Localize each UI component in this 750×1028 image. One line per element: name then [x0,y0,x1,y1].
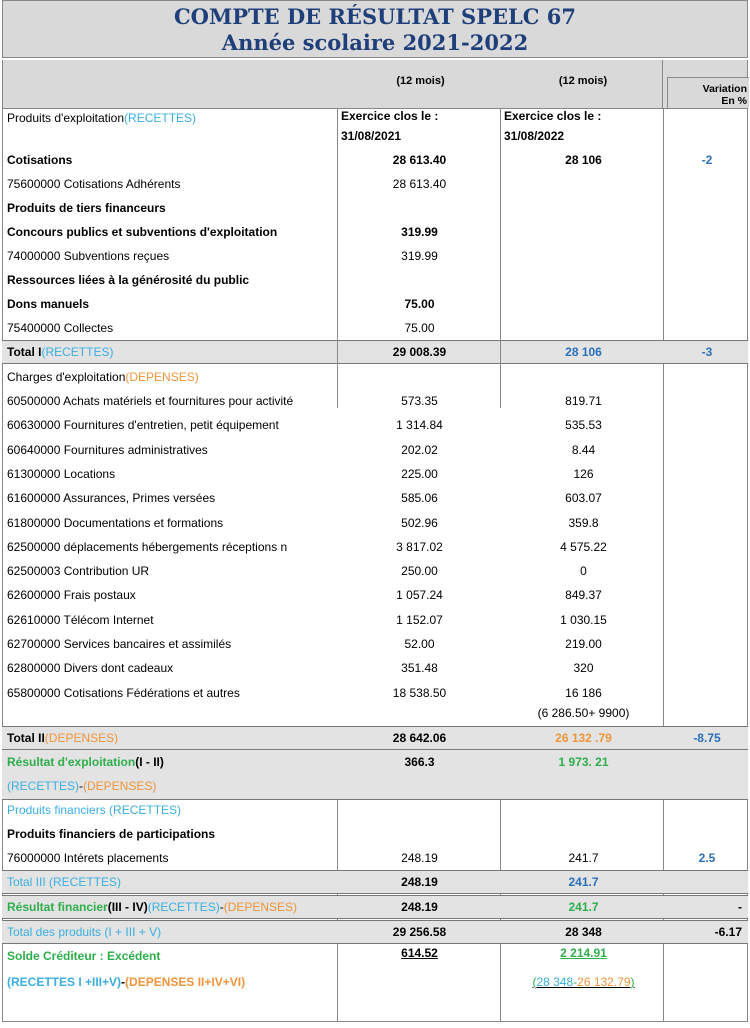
charge-a: 1 152.07 [396,613,443,627]
row-cotisations: Cotisations 28 613.40 28 106 -2 [7,153,713,167]
charge-label: 60640000 Fournitures administratives [7,443,208,457]
row-charge [2,656,748,680]
charge-b: 320 [573,661,594,675]
charge-b: 219.00 [565,637,602,651]
row-charge [2,559,748,583]
charge-a: 502.96 [401,516,438,530]
charge-a: 18 538.50 [392,686,447,700]
charge-label: 62500000 déplacements hébergements réceptions n [7,540,288,554]
row-produits-financiers-participations: Produits financiers de participations [7,827,216,841]
charge-b: 535.53 [565,418,602,432]
row-solde-crediteur: Solde Créditeur : Excédent 614.52 2 214.91 [7,946,607,963]
row-charges-exploitation: Charges d'exploitation (DEPENSES) [7,370,199,384]
charge-b: 4 575.22 [560,540,607,554]
row-tiers-financeurs: Produits de tiers financeurs [7,201,166,215]
row-collectes: 75400000 Collectes 75.00 [7,321,435,335]
charge-b: 16 186 [565,686,602,700]
row-charge [2,583,748,607]
charge-a: 1 314.84 [396,418,443,432]
variation-unit: En % [721,95,747,107]
charge-label: 62600000 Frais postaux [7,588,136,602]
charge-label: 61600000 Assurances, Primes versées [7,491,216,505]
row-charge [2,462,748,486]
row-total-1: Total I (RECETTES) 29 008.39 28 106 -3 [2,340,748,364]
charge-b: 359.8 [568,516,599,530]
charge-b: 1 030.15 [560,613,607,627]
charge-a: 225.00 [401,467,438,481]
charge-a: 3 817.02 [396,540,443,554]
charge-label: 62700000 Services bancaires et assimilés [7,637,232,651]
row-total-3: Total III (RECETTES) 248.19 241.7 [2,870,748,894]
row-charge [2,608,748,632]
charge-a: 52.00 [404,637,435,651]
variation-label: Variation [702,83,747,95]
column-header [2,60,748,108]
report-subtitle: Année scolaire 2021-2022 [221,30,529,55]
row-concours-publics: Concours publics et subventions d'exploitation 319.99 [7,225,438,239]
charge-a: 202.02 [401,443,438,457]
row-ressources-generosite: Ressources liées à la générosité du public [7,273,250,287]
row-charge [2,438,748,462]
charge-b: 8.44 [571,443,596,457]
report-title: COMPTE DE RÉSULTAT SPELC 67 [173,4,577,29]
row-charge [2,535,748,559]
col-b-period: (12 mois) [558,75,608,87]
variation-header [667,77,749,108]
row-total-2: Total II (DEPENSES) 28 642.06 26 132 .79 -8.75 [2,726,748,750]
charge-label: 62800000 Divers dont cadeaux [7,661,174,675]
row-charge [2,632,748,656]
row-total-produits: Total des produits (I + III + V) 29 256.58 28 348 -6.17 [2,920,748,944]
row-formule: (RECETTES I +III+V) - (DEPENSES II+IV+VI) ( 28 348 - 26 132.79 ) [7,975,635,989]
charge-b: 0 [580,564,587,578]
exercice-a: Exercice clos le : 31/08/2021 [341,109,439,143]
charge-label: 62610000 Télécom Internet [7,613,154,627]
col-a-period: (12 mois) [396,75,445,87]
charge-b: 126 [573,467,594,481]
charge-a: 1 057.24 [396,588,443,602]
row-resultat-financier: Résultat financier (III - IV) (RECETTES) - (DEPENSES) 248.19 241.7 - [2,895,748,919]
charge-label: 65800000 Cotisations Fédérations et autres [7,686,240,700]
charge-a: 573.35 [401,394,438,408]
row-charge [2,486,748,510]
charge-label: 60500000 Achats matériels et fournitures pour activité [7,394,294,408]
row-dons-manuels: Dons manuels 75.00 [7,297,435,311]
row-cotisations-adherents: 75600000 Cotisations Adhérents 28 613.40 [7,177,447,191]
row-produits-exploitation: Produits d'exploitation (RECETTES) [7,111,197,125]
charge-a: 250.00 [401,564,438,578]
charge-a: 351.48 [401,661,438,675]
charge-label: 62500003 Contribution UR [7,564,150,578]
charge-b: 849.37 [565,588,602,602]
charge-b: 603.07 [565,491,602,505]
row-resultat-exploitation: Résultat d'exploitation (I - II) 366.3 1 973. 21 (RECETTES) - (DEPENSES) [2,750,748,800]
charge-a: 585.06 [401,491,438,505]
row-interets-placements: 76000000 Intérets placements 248.19 241.7 2.5 [7,851,716,865]
row-charge [2,413,748,437]
row-produits-financiers: Produits financiers (RECETTES) [7,803,182,817]
row-federations-detail: (6 286.50+ 9900) [537,706,630,720]
row-charge [2,511,748,535]
charge-label: 61800000 Documentations et formations [7,516,224,530]
charge-b: 819.71 [565,394,602,408]
charge-label: 60630000 Fournitures d'entretien, petit équipement [7,418,279,432]
row-subventions: 74000000 Subventions reçues 319.99 [7,249,438,263]
title-band [2,0,748,58]
exercice-b: Exercice clos le : 31/08/2022 [504,109,602,143]
charge-label: 61300000 Locations [7,467,116,481]
row-charge [2,389,748,413]
